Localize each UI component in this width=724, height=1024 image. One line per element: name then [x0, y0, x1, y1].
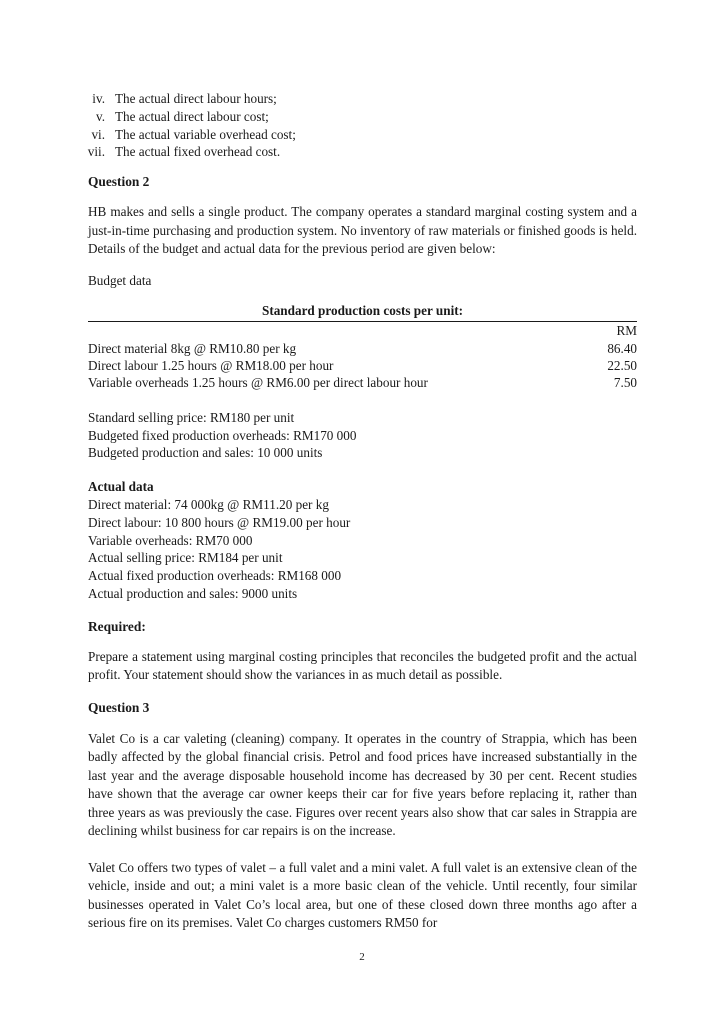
budget-lines: [88, 409, 637, 462]
actual-line: Direct labour: 10 800 hours @ RM19.00 per hour: [88, 514, 351, 530]
required-heading: Required:: [88, 618, 146, 634]
actual-line: Actual selling price: RM184 per unit: [88, 550, 283, 566]
question-3-paragraph-2: Valet Co offers two types of valet – a full valet and a mini valet. A full valet is an extensive clean of the vehicle, inside and out; a mini valet is a more basic clean of the vehicle. Until recently, four similar businesses operated in Valet Co’s local area, but one of these closed down three months ago after a serious fire on its premises. Valet Co charges customers RM50 for: [88, 859, 637, 931]
list-item: v. The actual direct labour cost;: [95, 108, 269, 124]
budget-line: Budgeted fixed production overheads: RM170 000: [88, 427, 357, 443]
standard-costs-title: Standard production costs per unit:: [261, 303, 464, 319]
list-item: vii. The actual fixed overhead cost.: [87, 144, 281, 160]
required-text: Prepare a statement using marginal costing principles that reconciles the budgeted profit and the actual profit. Your statement should show the variances in as much detail as possible.: [88, 648, 637, 683]
budget-line: Budgeted production and sales: 10 000 units: [88, 445, 323, 461]
roman-numeral-list: [88, 90, 637, 161]
question-3-heading: Question 3: [88, 699, 150, 715]
question-3-paragraph-1: Valet Co is a car valeting (cleaning) company. It operates in the country of Strappia, which has been badly affected by the global financial crisis. Petrol and food prices have increased substantially in the last year and the average disposable household income has decreased by 30 per cent. Recent studies have shown that the average car owner keeps their car for five years before replacing it, rather than three years as was previously the case. Figures over recent years also show that car sales in Strappia are declining whilst business for car repairs is on the increase.: [88, 730, 637, 839]
actual-data-section: [88, 478, 637, 603]
list-item: iv. The actual direct labour hours;: [92, 91, 277, 106]
page-number: 2: [359, 951, 365, 963]
budget-data-label: Budget data: [88, 272, 152, 288]
unit-header: RM: [616, 323, 637, 339]
question-2-intro: HB makes and sells a single product. The company operates a standard marginal costing system and a just-in-time purchasing and production system. No inventory of raw materials or finished goods is held. Details of the budget and actual data for the previous period are given below:: [88, 204, 637, 257]
question-2-heading: Question 2: [88, 174, 150, 190]
table-row: Direct material 8kg @ RM10.80 per kg 86.40: [88, 340, 637, 356]
document-page: [88, 90, 637, 933]
actual-line: Direct material: 74 000kg @ RM11.20 per kg: [88, 497, 329, 512]
actual-line: Actual fixed production overheads: RM168 000: [88, 568, 342, 584]
actual-line: Actual production and sales: 9000 units: [88, 585, 298, 601]
table-row: Direct labour 1.25 hours @ RM18.00 per hour 22.50: [88, 358, 637, 373]
list-item: vi. The actual variable overhead cost;: [91, 126, 296, 142]
table-row: Variable overheads 1.25 hours @ RM6.00 per direct labour hour 7.50: [88, 375, 637, 391]
actual-data-heading: Actual data: [88, 479, 154, 495]
actual-line: Variable overheads: RM70 000: [88, 532, 253, 548]
budget-line: Standard selling price: RM180 per unit: [88, 409, 295, 425]
standard-costs-table: [88, 302, 637, 392]
